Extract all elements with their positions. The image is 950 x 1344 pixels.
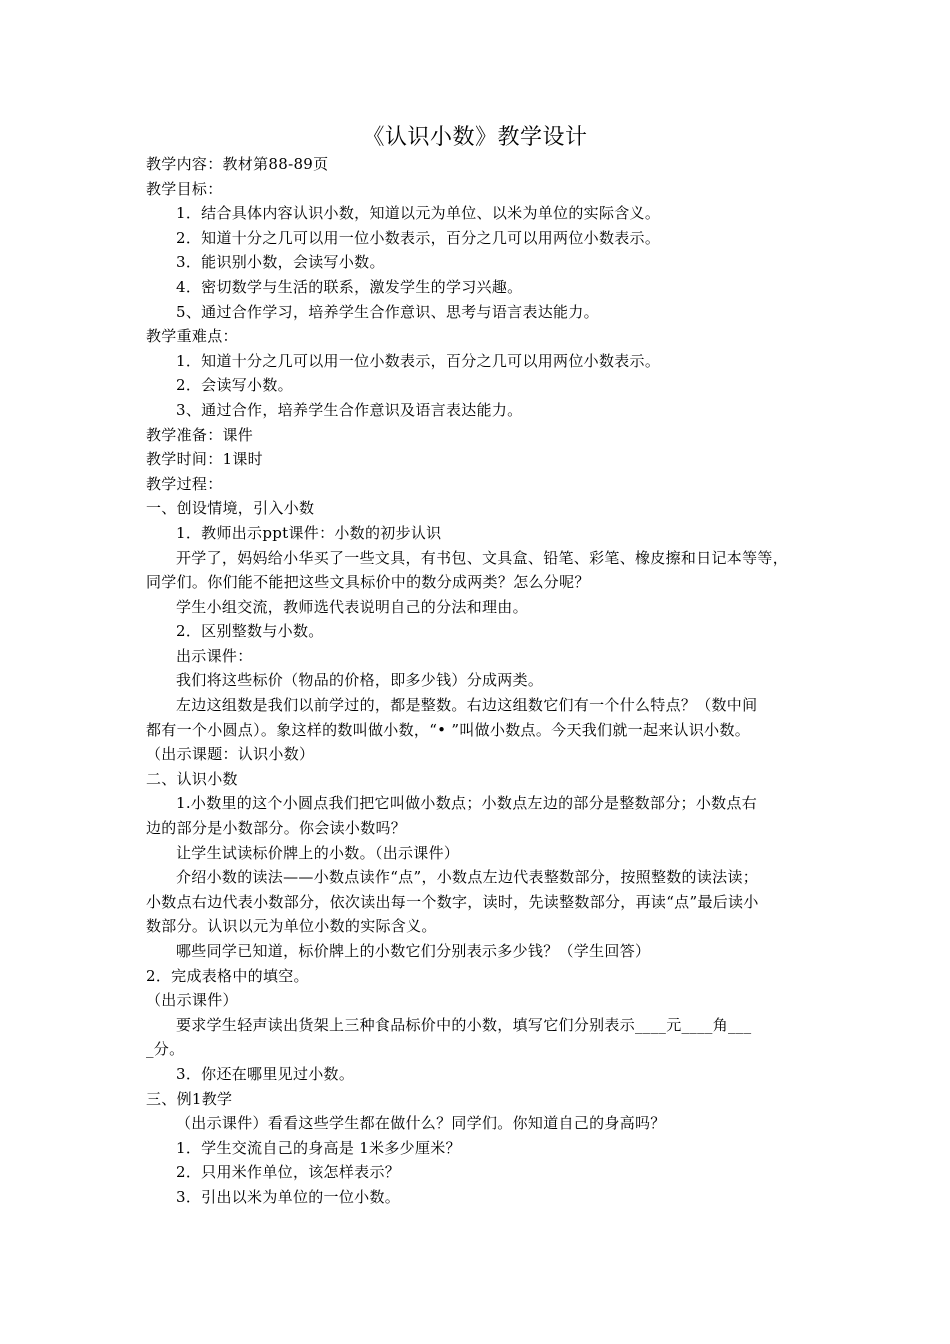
text-line: （出示课件） [146,991,238,1010]
text-line: 1．知道十分之几可以用一位小数表示，百分之几可以用两位小数表示。 [176,351,661,370]
text-line: 学生小组交流，教师选代表说明自己的分法和理由。 [176,597,528,616]
text-line: 2．知道十分之几可以用一位小数表示，百分之几可以用两位小数表示。 [176,228,661,247]
text-line: 2．会读写小数。 [176,376,293,395]
text-line: 1．教师出示ppt课件：小数的初步认识 [176,523,442,542]
text-line: 1．结合具体内容认识小数，知道以元为单位、以米为单位的实际含义。 [176,204,661,223]
text-line: 介绍小数的读法——小数点读作“点”，小数点左边代表整数部分，按照整数的读法读； [176,868,759,887]
text-line: 一、创设情境，引入小数 [146,499,315,518]
text-line: 小数点右边代表小数部分，依次读出每一个数字，读时，先读整数部分，再读“点”最后读小 [146,892,759,911]
text-line: 都有一个小圆点）。象这样的数叫做小数，“• ”叫做小数点。今天我们就一起来认识小数。 [146,720,751,739]
document-body [146,152,810,1210]
text-line: 开学了，妈妈给小华买了一些文具，有书包、文具盒、铅笔、彩笔、橡皮擦和日记本等等， [176,548,789,567]
text-line: 4．密切数学与生活的联系，激发学生的学习兴趣。 [176,277,523,296]
text-line: _分。 [146,1040,185,1059]
text-line: 2．完成表格中的填空。 [146,966,309,985]
text-line: 教学内容：教材第88-89页 [146,155,329,173]
text-line: 二、认识小数 [146,769,238,788]
text-line: 教学过程： [146,474,223,493]
text-line: 我们将这些标价（物品的价格，即多少钱）分成两类。 [176,671,544,690]
text-line: （出示课题：认识小数） [146,745,315,764]
text-line: 左边这组数是我们以前学过的，都是整数。右边这组数它们有一个什么特点？（数中间 [176,696,758,715]
text-line: （出示课件）看看这些学生都在做什么？同学们。你知道自己的身高吗？ [176,1114,666,1133]
text-line: 教学重难点： [146,327,238,346]
text-line: 3．能识别小数，会读写小数。 [176,253,385,272]
text-line: 边的部分是小数部分。你会读小数吗？ [146,819,407,838]
text-line: 哪些同学已知道，标价牌上的小数它们分别表示多少钱？（学生回答） [176,942,651,960]
text-line: 三、例1教学 [146,1089,233,1108]
document-title: 《认识小数》教学设计 [362,125,588,150]
text-line: 1.小数里的这个小圆点我们把它叫做小数点；小数点左边的部分是整数部分；小数点右 [176,794,758,813]
text-line: 3．引出以米为单位的一位小数。 [176,1187,401,1206]
text-line: 2．区别整数与小数。 [176,622,324,641]
text-line: 要求学生轻声读出货架上三种食品标价中的小数，填写它们分别表示____元____角___ [176,1015,752,1034]
text-line: 2．只用米作单位，该怎样表示？ [176,1163,401,1182]
text-line: 出示课件： [176,646,253,665]
text-line: 3、通过合作，培养学生合作意识及语言表达能力。 [176,400,523,419]
text-line: 教学目标： [146,179,223,198]
text-line: 数部分。认识以元为单位小数的实际含义。 [146,917,437,936]
text-line: 3．你还在哪里见过小数。 [176,1064,355,1083]
text-line: 同学们。你们能不能把这些文具标价中的数分成两类？怎么分呢？ [146,573,590,592]
text-line: 教学准备：课件 [146,425,254,444]
text-line: 5、通过合作学习，培养学生合作意识、思考与语言表达能力。 [176,302,599,321]
text-line: 教学时间：1课时 [146,450,263,469]
text-line: 让学生试读标价牌上的小数。（出示课件） [176,843,460,862]
text-line: 1．学生交流自己的身高是 1米多少厘米？ [176,1138,461,1157]
